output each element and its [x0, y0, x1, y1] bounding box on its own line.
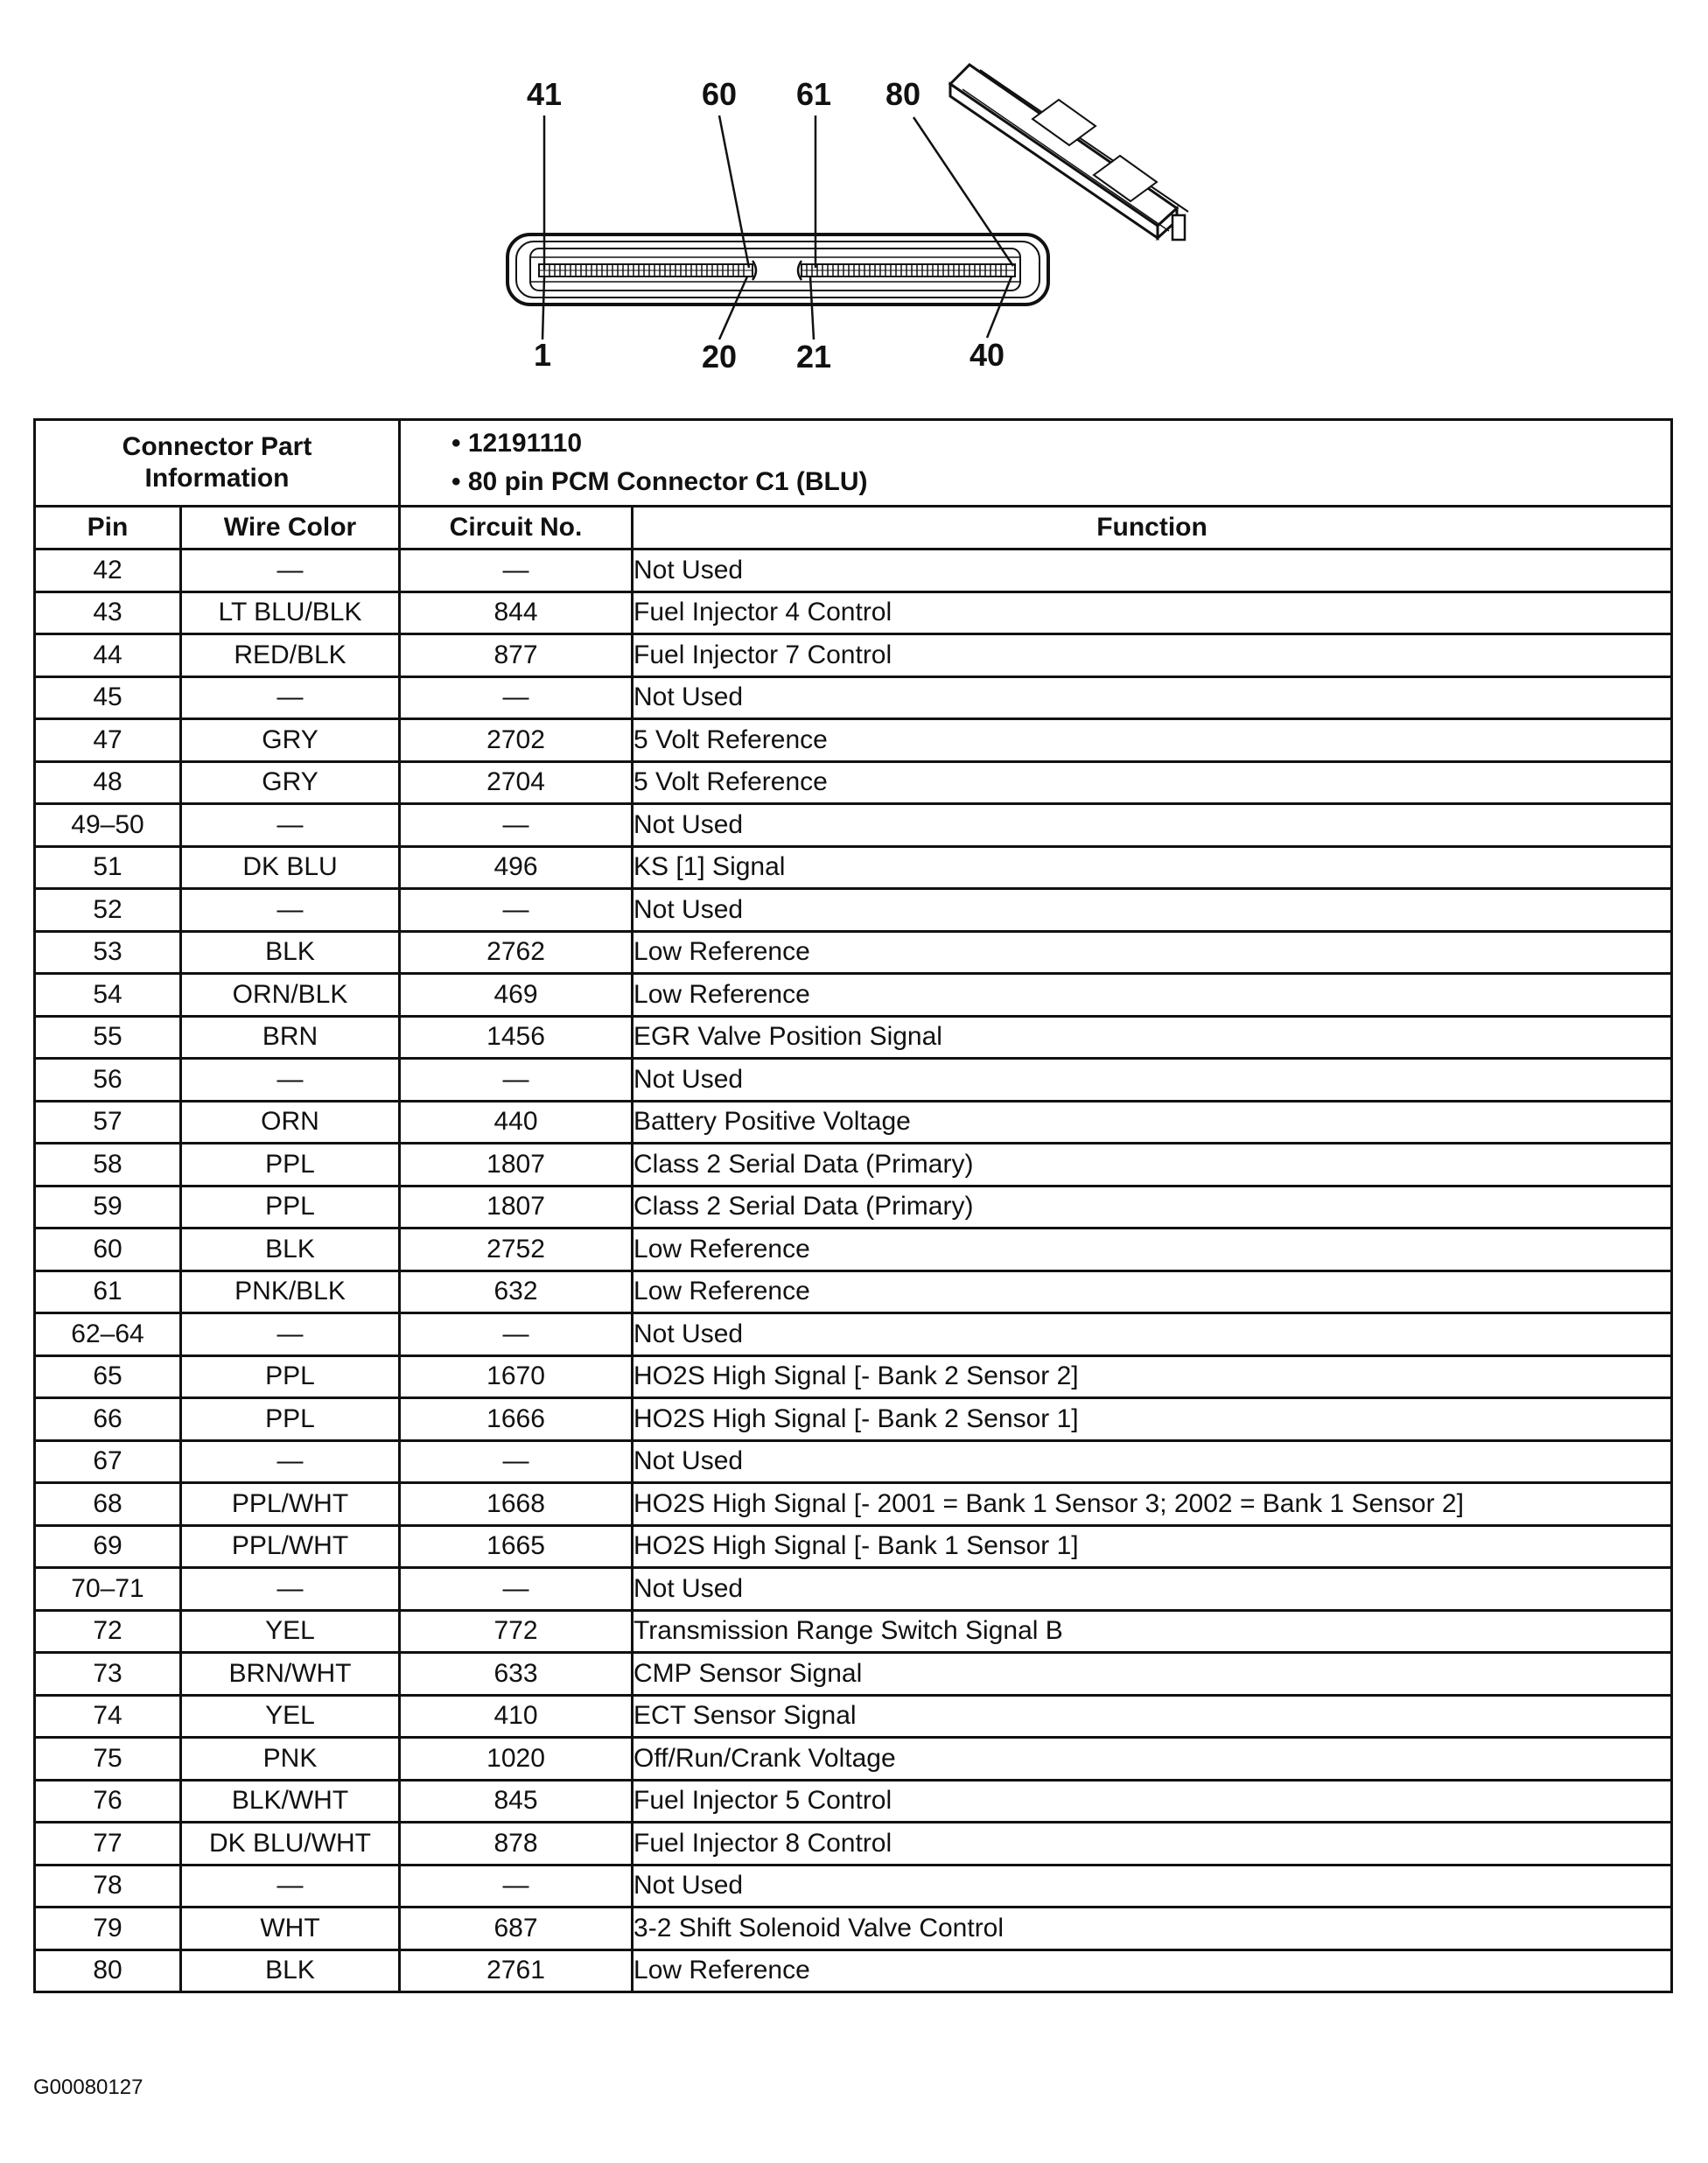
- pin-cell: 66: [35, 1398, 181, 1441]
- circuit-no-cell: —: [400, 804, 633, 847]
- circuit-no-cell: 410: [400, 1695, 633, 1738]
- wire-color-cell: BLK: [181, 1228, 400, 1271]
- connector-diagram: [490, 61, 1208, 394]
- table-row: [35, 1483, 1672, 1526]
- pin-cell: 67: [35, 1440, 181, 1483]
- table-row: [35, 1186, 1672, 1228]
- function-cell: Fuel Injector 8 Control: [633, 1823, 1672, 1866]
- pin-cell: 76: [35, 1780, 181, 1823]
- table-row: [35, 931, 1672, 974]
- pin-cell: 55: [35, 1016, 181, 1059]
- function-cell: Not Used: [633, 676, 1672, 719]
- wire-color-cell: BLK: [181, 931, 400, 974]
- table-row: [35, 1398, 1672, 1441]
- table-row: [35, 1440, 1672, 1483]
- circuit-no-cell: 2762: [400, 931, 633, 974]
- pin-cell: 68: [35, 1483, 181, 1526]
- pin-cell: 61: [35, 1270, 181, 1313]
- table-row: [35, 719, 1672, 762]
- table-row: [35, 550, 1672, 592]
- circuit-no-cell: —: [400, 889, 633, 932]
- function-cell: HO2S High Signal [- Bank 2 Sensor 2]: [633, 1355, 1672, 1398]
- pin-cell: 70–71: [35, 1568, 181, 1611]
- circuit-no-cell: 2702: [400, 719, 633, 762]
- pin-cell: 74: [35, 1695, 181, 1738]
- table-row: [35, 974, 1672, 1017]
- wire-color-cell: —: [181, 1568, 400, 1611]
- pin-cell: 58: [35, 1144, 181, 1186]
- pin-cell: 62–64: [35, 1313, 181, 1356]
- pin-cell: 49–50: [35, 804, 181, 847]
- circuit-no-cell: 1456: [400, 1016, 633, 1059]
- pin-label-1: 1: [533, 337, 552, 373]
- wire-color-cell: ORN/BLK: [181, 974, 400, 1017]
- function-cell: Transmission Range Switch Signal B: [633, 1610, 1672, 1653]
- table-header-row: [35, 507, 1672, 550]
- connector-info-label-line2: Information: [144, 464, 290, 493]
- table-row: [35, 634, 1672, 677]
- pin-cell: 52: [35, 889, 181, 932]
- pin-label-20: 20: [701, 339, 738, 374]
- column-header-function: Function: [633, 507, 1672, 550]
- function-cell: Low Reference: [633, 1228, 1672, 1271]
- pin-label-60: 60: [701, 76, 738, 112]
- wire-color-cell: ORN: [181, 1101, 400, 1144]
- wire-color-cell: —: [181, 676, 400, 719]
- pin-cell: 48: [35, 761, 181, 804]
- wire-color-cell: PPL/WHT: [181, 1483, 400, 1526]
- part-number: • 12191110: [452, 424, 1670, 463]
- circuit-no-cell: 496: [400, 846, 633, 889]
- connector-info-values: [400, 420, 1672, 507]
- pin-cell: 45: [35, 676, 181, 719]
- wire-color-cell: PPL: [181, 1398, 400, 1441]
- table-row: [35, 889, 1672, 932]
- pin-cell: 59: [35, 1186, 181, 1228]
- function-cell: Fuel Injector 4 Control: [633, 592, 1672, 634]
- function-cell: Class 2 Serial Data (Primary): [633, 1144, 1672, 1186]
- circuit-no-cell: 877: [400, 634, 633, 677]
- circuit-no-cell: 687: [400, 1908, 633, 1950]
- table-row: [35, 1823, 1672, 1866]
- wire-color-cell: —: [181, 1313, 400, 1356]
- circuit-no-cell: —: [400, 1440, 633, 1483]
- function-cell: Not Used: [633, 1059, 1672, 1102]
- connector-side-view: [950, 65, 1188, 240]
- circuit-no-cell: 2704: [400, 761, 633, 804]
- circuit-no-cell: 1807: [400, 1144, 633, 1186]
- table-row: [35, 1144, 1672, 1186]
- table-row: [35, 1865, 1672, 1908]
- function-cell: Battery Positive Voltage: [633, 1101, 1672, 1144]
- pin-cavities-left: [539, 264, 752, 276]
- wire-color-cell: BRN: [181, 1016, 400, 1059]
- connector-illustration: [490, 61, 1208, 394]
- pin-cell: 51: [35, 846, 181, 889]
- table-row: [35, 1355, 1672, 1398]
- connector-info-label-line1: Connector Part: [122, 432, 312, 461]
- circuit-no-cell: 632: [400, 1270, 633, 1313]
- table-row: [35, 1653, 1672, 1696]
- pin-cell: 43: [35, 592, 181, 634]
- function-cell: HO2S High Signal [- 2001 = Bank 1 Sensor 3; 2002 = Bank 1 Sensor 2]: [633, 1483, 1672, 1526]
- circuit-no-cell: 440: [400, 1101, 633, 1144]
- table-row: [35, 1101, 1672, 1144]
- circuit-no-cell: —: [400, 1568, 633, 1611]
- function-cell: Low Reference: [633, 974, 1672, 1017]
- wire-color-cell: —: [181, 1865, 400, 1908]
- circuit-no-cell: 878: [400, 1823, 633, 1866]
- circuit-no-cell: —: [400, 1313, 633, 1356]
- pin-cell: 69: [35, 1525, 181, 1568]
- circuit-no-cell: 1665: [400, 1525, 633, 1568]
- wire-color-cell: WHT: [181, 1908, 400, 1950]
- wire-color-cell: —: [181, 1059, 400, 1102]
- function-cell: Not Used: [633, 1313, 1672, 1356]
- pin-cavities-right: [802, 264, 1015, 276]
- pin-cell: 54: [35, 974, 181, 1017]
- function-cell: KS [1] Signal: [633, 846, 1672, 889]
- function-cell: Fuel Injector 7 Control: [633, 634, 1672, 677]
- wire-color-cell: BLK: [181, 1950, 400, 1992]
- circuit-no-cell: 844: [400, 592, 633, 634]
- wire-color-cell: YEL: [181, 1695, 400, 1738]
- table-row: [35, 1695, 1672, 1738]
- pin-cell: 56: [35, 1059, 181, 1102]
- pin-cell: 75: [35, 1738, 181, 1781]
- pin-cell: 78: [35, 1865, 181, 1908]
- wire-color-cell: —: [181, 804, 400, 847]
- wire-color-cell: GRY: [181, 761, 400, 804]
- table-row: [35, 1228, 1672, 1271]
- table-row: [35, 846, 1672, 889]
- wire-color-cell: PNK/BLK: [181, 1270, 400, 1313]
- table-row: [35, 1016, 1672, 1059]
- pin-cell: 73: [35, 1653, 181, 1696]
- circuit-no-cell: 1020: [400, 1738, 633, 1781]
- wire-color-cell: BLK/WHT: [181, 1780, 400, 1823]
- circuit-no-cell: —: [400, 676, 633, 719]
- column-header-wire-color: Wire Color: [181, 507, 400, 550]
- pin-cell: 65: [35, 1355, 181, 1398]
- pin-cell: 53: [35, 931, 181, 974]
- wire-color-cell: PPL: [181, 1186, 400, 1228]
- wire-color-cell: —: [181, 889, 400, 932]
- connector-info-row: [35, 420, 1672, 507]
- wire-color-cell: —: [181, 1440, 400, 1483]
- function-cell: HO2S High Signal [- Bank 2 Sensor 1]: [633, 1398, 1672, 1441]
- connector-description: • 80 pin PCM Connector C1 (BLU): [452, 463, 1670, 501]
- pin-label-80: 80: [885, 76, 921, 112]
- function-cell: CMP Sensor Signal: [633, 1653, 1672, 1696]
- table-row: [35, 1059, 1672, 1102]
- pin-cell: 57: [35, 1101, 181, 1144]
- function-cell: ECT Sensor Signal: [633, 1695, 1672, 1738]
- pin-cell: 42: [35, 550, 181, 592]
- function-cell: Low Reference: [633, 1270, 1672, 1313]
- circuit-no-cell: 633: [400, 1653, 633, 1696]
- pin-label-21: 21: [795, 339, 832, 374]
- wire-color-cell: RED/BLK: [181, 634, 400, 677]
- figure-id: G00080127: [33, 2076, 144, 2099]
- pin-cell: 60: [35, 1228, 181, 1271]
- function-cell: Not Used: [633, 550, 1672, 592]
- table-row: [35, 1525, 1672, 1568]
- pin-label-40: 40: [969, 337, 1005, 373]
- pin-cell: 44: [35, 634, 181, 677]
- function-cell: EGR Valve Position Signal: [633, 1016, 1672, 1059]
- wire-color-cell: PPL: [181, 1355, 400, 1398]
- circuit-no-cell: 2761: [400, 1950, 633, 1992]
- function-cell: 5 Volt Reference: [633, 761, 1672, 804]
- circuit-no-cell: 1668: [400, 1483, 633, 1526]
- circuit-no-cell: 845: [400, 1780, 633, 1823]
- function-cell: Not Used: [633, 1568, 1672, 1611]
- table-row: [35, 1610, 1672, 1653]
- pin-label-41: 41: [526, 76, 563, 112]
- wire-color-cell: LT BLU/BLK: [181, 592, 400, 634]
- wire-color-cell: GRY: [181, 719, 400, 762]
- column-header-pin: Pin: [35, 507, 181, 550]
- pin-cell: 47: [35, 719, 181, 762]
- circuit-no-cell: —: [400, 550, 633, 592]
- table-row: [35, 1950, 1672, 1992]
- wire-color-cell: DK BLU: [181, 846, 400, 889]
- table-row: [35, 1568, 1672, 1611]
- wire-color-cell: PPL/WHT: [181, 1525, 400, 1568]
- circuit-no-cell: —: [400, 1059, 633, 1102]
- column-header-circuit-no: Circuit No.: [400, 507, 633, 550]
- function-cell: Not Used: [633, 1865, 1672, 1908]
- wire-color-cell: DK BLU/WHT: [181, 1823, 400, 1866]
- connector-info-label: [35, 420, 400, 507]
- pin-label-61: 61: [795, 76, 832, 112]
- wire-color-cell: PNK: [181, 1738, 400, 1781]
- function-cell: Not Used: [633, 804, 1672, 847]
- connector-front-view: [508, 234, 1048, 304]
- table-row: [35, 1738, 1672, 1781]
- circuit-no-cell: 1670: [400, 1355, 633, 1398]
- table-row: [35, 592, 1672, 634]
- table-row: [35, 676, 1672, 719]
- function-cell: 3-2 Shift Solenoid Valve Control: [633, 1908, 1672, 1950]
- function-cell: Not Used: [633, 889, 1672, 932]
- table-row: [35, 804, 1672, 847]
- table-row: [35, 761, 1672, 804]
- function-cell: Low Reference: [633, 931, 1672, 974]
- circuit-no-cell: —: [400, 1865, 633, 1908]
- wire-color-cell: BRN/WHT: [181, 1653, 400, 1696]
- circuit-no-cell: 1807: [400, 1186, 633, 1228]
- pinout-table: [33, 418, 1673, 1993]
- circuit-no-cell: 2752: [400, 1228, 633, 1271]
- wire-color-cell: YEL: [181, 1610, 400, 1653]
- function-cell: Fuel Injector 5 Control: [633, 1780, 1672, 1823]
- pin-cell: 79: [35, 1908, 181, 1950]
- function-cell: HO2S High Signal [- Bank 1 Sensor 1]: [633, 1525, 1672, 1568]
- pin-cell: 77: [35, 1823, 181, 1866]
- function-cell: Class 2 Serial Data (Primary): [633, 1186, 1672, 1228]
- pin-cell: 80: [35, 1950, 181, 1992]
- table-row: [35, 1270, 1672, 1313]
- pin-cell: 72: [35, 1610, 181, 1653]
- table-row: [35, 1908, 1672, 1950]
- function-cell: 5 Volt Reference: [633, 719, 1672, 762]
- circuit-no-cell: 1666: [400, 1398, 633, 1441]
- function-cell: Off/Run/Crank Voltage: [633, 1738, 1672, 1781]
- function-cell: Not Used: [633, 1440, 1672, 1483]
- wire-color-cell: PPL: [181, 1144, 400, 1186]
- table-row: [35, 1313, 1672, 1356]
- circuit-no-cell: 772: [400, 1610, 633, 1653]
- function-cell: Low Reference: [633, 1950, 1672, 1992]
- table-row: [35, 1780, 1672, 1823]
- circuit-no-cell: 469: [400, 974, 633, 1017]
- wire-color-cell: —: [181, 550, 400, 592]
